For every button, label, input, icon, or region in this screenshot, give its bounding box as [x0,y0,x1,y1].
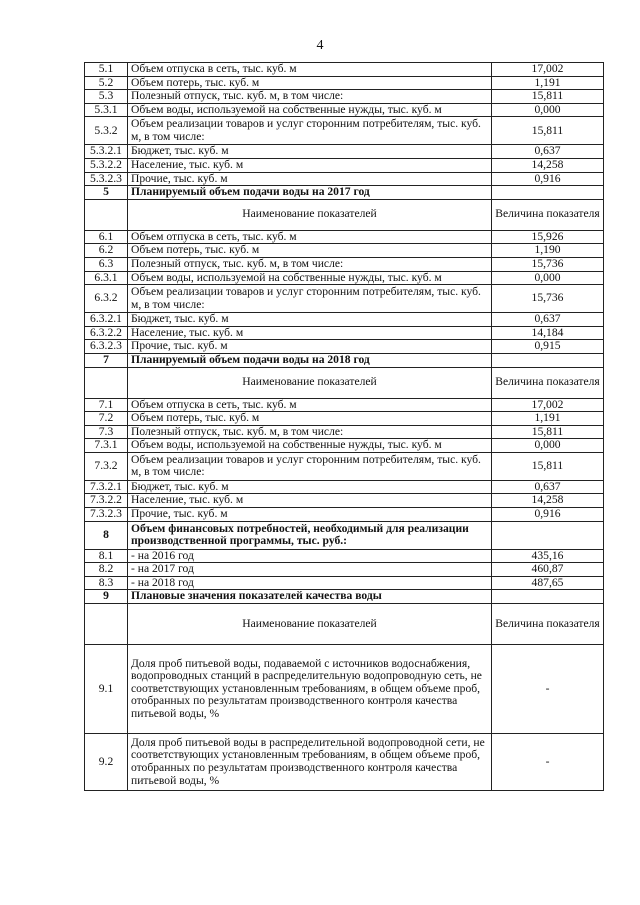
header-value: Величина показателя [492,604,604,645]
header-name: Наименование показателей [128,199,492,230]
row-number: 7.3.1 [85,439,128,453]
row-value: 1,191 [492,76,604,90]
row-name: - на 2017 год [128,563,492,577]
row-name: - на 2016 год [128,549,492,563]
page-number: 4 [316,38,324,53]
row-name: Прочие, тыс. куб. м [128,172,492,186]
row-number: 5.2 [85,76,128,90]
row-value: 0,000 [492,271,604,285]
row-name: Объем воды, используемой на собственные нужды, тыс. куб. м [128,439,492,453]
row-name: Объем отпуска в сеть, тыс. куб. м [128,63,492,77]
section-number: 8 [85,521,128,549]
section-row [85,186,604,200]
section-value-cell [492,521,604,549]
table-row [85,63,604,77]
header-row [85,604,604,645]
table-row [85,271,604,285]
row-value: 15,736 [492,257,604,271]
row-value: 15,811 [492,452,604,480]
section-title: Плановые значения показателей качества воды [128,590,492,604]
row-value: 0,000 [492,439,604,453]
section-value-cell [492,590,604,604]
row-number: 7.3 [85,425,128,439]
table-row [85,117,604,145]
table-row [85,480,604,494]
row-number: 5.3.1 [85,103,128,117]
row-value: 17,002 [492,63,604,77]
row-value: 15,811 [492,90,604,104]
header-name: Наименование показателей [128,367,492,398]
indicators-table [84,62,604,791]
row-number: 5.3.2 [85,117,128,145]
table-row [85,158,604,172]
section-title: Объем финансовых потребностей, необходимый для реализации производственной программы, тыс. руб.: [128,521,492,549]
row-value: 0,000 [492,103,604,117]
row-number: 5.3 [85,90,128,104]
table-row [85,398,604,412]
table-row [85,645,604,734]
row-name: Объем воды, используемой на собственные нужды, тыс. куб. м [128,103,492,117]
row-number: 7.3.2.2 [85,494,128,508]
table-row [85,326,604,340]
row-name: Прочие, тыс. куб. м [128,340,492,354]
row-number: 8.1 [85,549,128,563]
row-number: 6.3.1 [85,271,128,285]
header-value: Величина показателя [492,367,604,398]
section-value-cell [492,353,604,367]
table-row [85,439,604,453]
table-row [85,257,604,271]
section-title: Планируемый объем подачи воды на 2017 год [128,186,492,200]
row-name: Объем потерь, тыс. куб. м [128,244,492,258]
row-name: Население, тыс. куб. м [128,326,492,340]
row-number: 6.3.2.3 [85,340,128,354]
table-row [85,313,604,327]
row-value: 487,65 [492,576,604,590]
row-number: 8.3 [85,576,128,590]
row-name: Бюджет, тыс. куб. м [128,480,492,494]
row-number: 6.3 [85,257,128,271]
row-name: Объем отпуска в сеть, тыс. куб. м [128,398,492,412]
row-number: 7.3.2.3 [85,508,128,522]
row-number: 5.1 [85,63,128,77]
section-row [85,521,604,549]
row-name: Бюджет, тыс. куб. м [128,145,492,159]
table-row [85,103,604,117]
row-name: Объем потерь, тыс. куб. м [128,412,492,426]
header-row [85,199,604,230]
row-name: Доля проб питьевой воды в распределительной водопроводной сети, не соответствующих установленным требованиям, в общем объеме проб, отобранных по результатам производственного контроля качества питьевой воды, % [128,734,492,791]
row-number: 6.3.2.2 [85,326,128,340]
table-row [85,563,604,577]
row-value: 1,190 [492,244,604,258]
row-number: 5.3.2.2 [85,158,128,172]
row-value: 15,811 [492,117,604,145]
header-number-cell [85,604,128,645]
row-name: Доля проб питьевой воды, подаваемой с источников водоснабжения, водопроводных станций в распределительную водопроводную сеть, не соответствующих установленным требованиям, в общем объеме проб, отобранных по результатам производственного контроля качества питьевой воды, % [128,645,492,734]
row-value: 0,916 [492,172,604,186]
row-name: Объем воды, используемой на собственные нужды, тыс. куб. м [128,271,492,285]
row-name: Прочие, тыс. куб. м [128,508,492,522]
header-number-cell [85,199,128,230]
row-value: - [492,734,604,791]
section-number: 9 [85,590,128,604]
table-row [85,508,604,522]
row-name: Объем реализации товаров и услуг сторонним потребителям, тыс. куб. м, в том числе: [128,452,492,480]
row-value: 14,258 [492,494,604,508]
table-row [85,172,604,186]
row-number: 6.3.2.1 [85,313,128,327]
row-value: 15,736 [492,285,604,313]
row-number: 7.1 [85,398,128,412]
row-value: 14,258 [492,158,604,172]
table-row [85,549,604,563]
table-row [85,76,604,90]
row-value: - [492,645,604,734]
row-value: 460,87 [492,563,604,577]
row-name: - на 2018 год [128,576,492,590]
row-number: 6.3.2 [85,285,128,313]
table-row [85,145,604,159]
table-row [85,494,604,508]
table-row [85,244,604,258]
row-name: Полезный отпуск, тыс. куб. м, в том числе: [128,90,492,104]
row-number: 8.2 [85,563,128,577]
table-row [85,340,604,354]
row-value: 17,002 [492,398,604,412]
row-value: 435,16 [492,549,604,563]
table-row [85,90,604,104]
section-number: 5 [85,186,128,200]
row-value: 0,916 [492,508,604,522]
row-value: 15,811 [492,425,604,439]
row-number: 9.1 [85,645,128,734]
row-name: Объем отпуска в сеть, тыс. куб. м [128,230,492,244]
row-number: 7.3.2.1 [85,480,128,494]
section-row [85,590,604,604]
row-number: 5.3.2.1 [85,145,128,159]
table-row [85,734,604,791]
row-number: 7.3.2 [85,452,128,480]
table-row [85,452,604,480]
row-number: 7.2 [85,412,128,426]
row-value: 0,637 [492,480,604,494]
row-name: Объем реализации товаров и услуг сторонним потребителям, тыс. куб. м, в том числе: [128,285,492,313]
header-name: Наименование показателей [128,604,492,645]
header-number-cell [85,367,128,398]
row-name: Население, тыс. куб. м [128,494,492,508]
row-number: 9.2 [85,734,128,791]
row-value: 0,915 [492,340,604,354]
row-value: 0,637 [492,313,604,327]
row-name: Объем потерь, тыс. куб. м [128,76,492,90]
header-value: Величина показателя [492,199,604,230]
header-row [85,367,604,398]
row-number: 6.2 [85,244,128,258]
row-value: 15,926 [492,230,604,244]
section-value-cell [492,186,604,200]
section-row [85,353,604,367]
row-name: Объем реализации товаров и услуг сторонним потребителям, тыс. куб. м, в том числе: [128,117,492,145]
row-number: 6.1 [85,230,128,244]
section-title: Планируемый объем подачи воды на 2018 год [128,353,492,367]
row-value: 0,637 [492,145,604,159]
row-name: Полезный отпуск, тыс. куб. м, в том числе: [128,257,492,271]
row-value: 1,191 [492,412,604,426]
row-name: Полезный отпуск, тыс. куб. м, в том числе: [128,425,492,439]
table-row [85,576,604,590]
section-number: 7 [85,353,128,367]
row-name: Бюджет, тыс. куб. м [128,313,492,327]
row-value: 14,184 [492,326,604,340]
table-row [85,425,604,439]
row-number: 5.3.2.3 [85,172,128,186]
table-row [85,285,604,313]
table-row [85,230,604,244]
row-name: Население, тыс. куб. м [128,158,492,172]
table-row [85,412,604,426]
